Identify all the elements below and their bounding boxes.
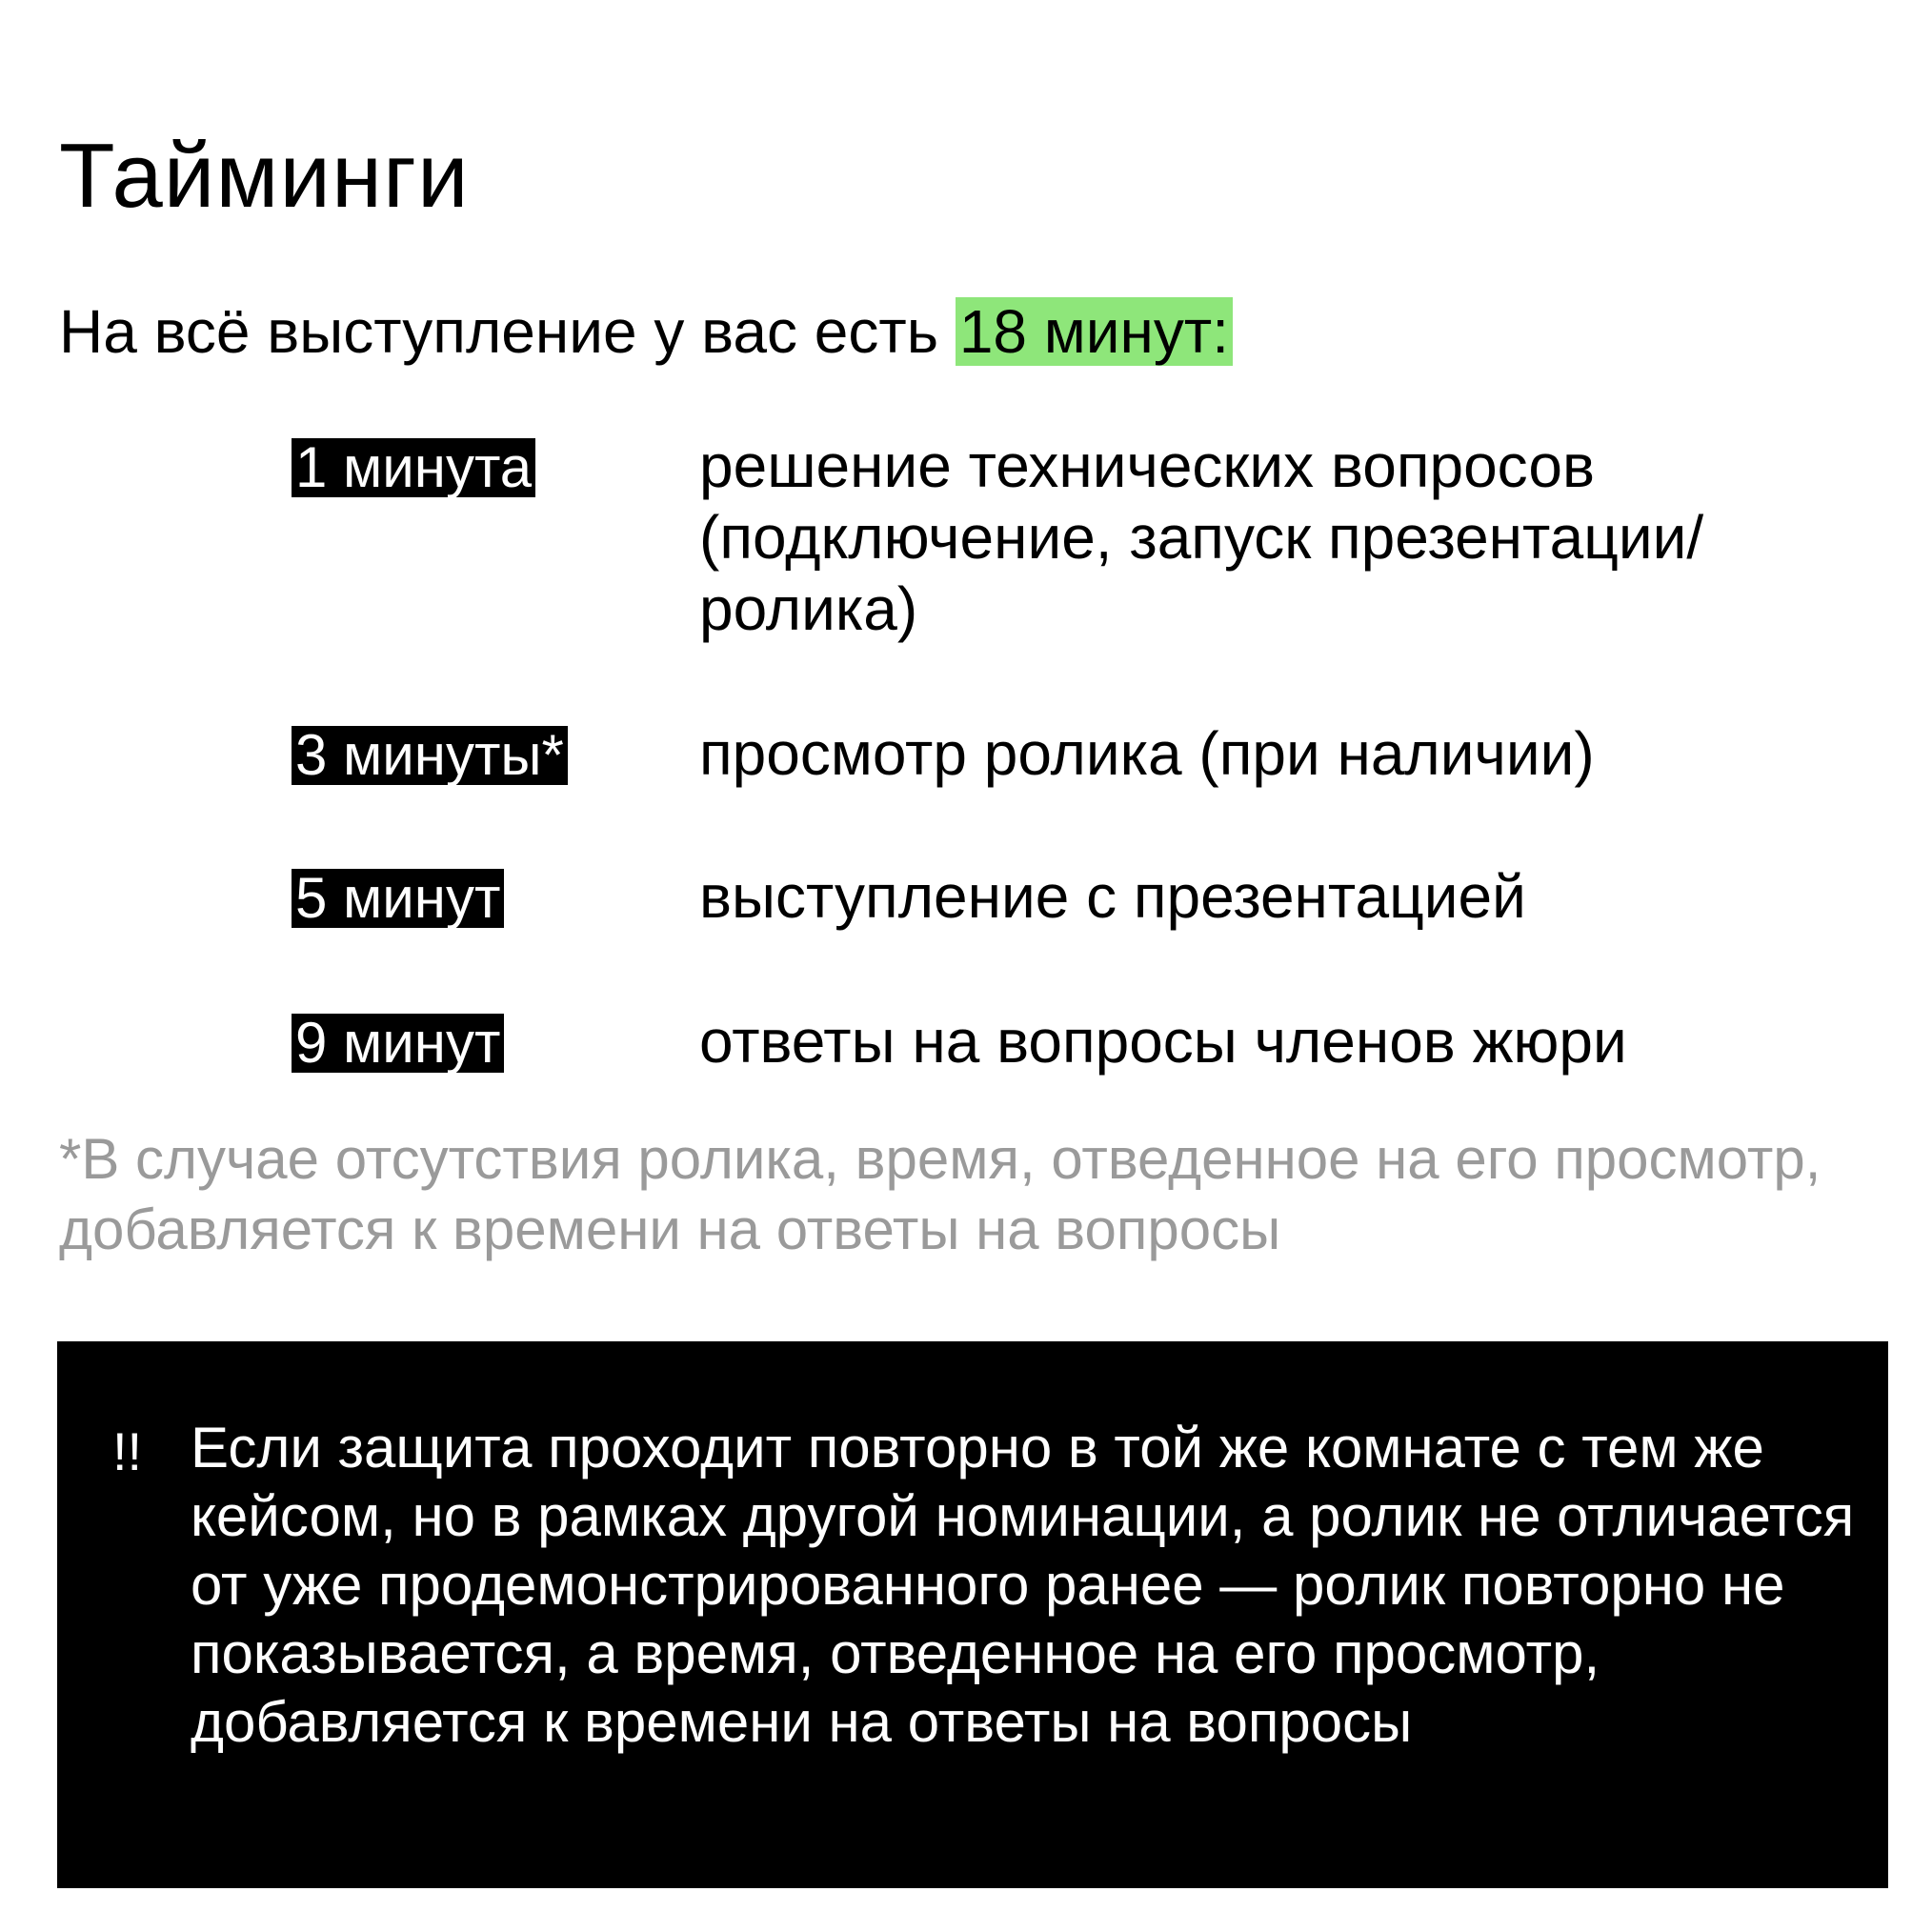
timing-description: просмотр ролика (при наличии) <box>699 719 1595 788</box>
notice-mark: !! <box>112 1421 143 1481</box>
notice-box <box>57 1341 1888 1888</box>
footnote: *В случае отсутствия ролика, время, отведенное на его просмотр, добавляется к времени на ответы на вопросы <box>59 1127 1821 1261</box>
duration-badge: 1 минута <box>292 438 535 497</box>
duration-badge: 5 минут <box>292 869 504 928</box>
intro-text: На всё выступление у вас есть <box>59 297 939 366</box>
timing-description: ответы на вопросы членов жюри <box>699 1007 1627 1076</box>
duration-badge: 9 минут <box>292 1014 504 1073</box>
duration-badge: 3 минуты* <box>292 726 568 785</box>
intro-line <box>59 295 1233 368</box>
timing-description: решение технических вопросов (подключение, запуск презентации/ ролика) <box>699 432 1704 643</box>
notice-text: Если защита проходит повторно в той же комнате с тем же кейсом, но в рамках другой номинации, а ролик не отличается от уже продемонстрированного ранее — ролик повторно не показывается, а время, отведенное на его просмотр, добавляется к времени на ответы на вопросы <box>191 1416 1855 1754</box>
timing-description: выступление с презентацией <box>699 862 1526 931</box>
intro-highlight: 18 минут: <box>956 297 1233 366</box>
page-title: Тайминги <box>59 125 470 227</box>
